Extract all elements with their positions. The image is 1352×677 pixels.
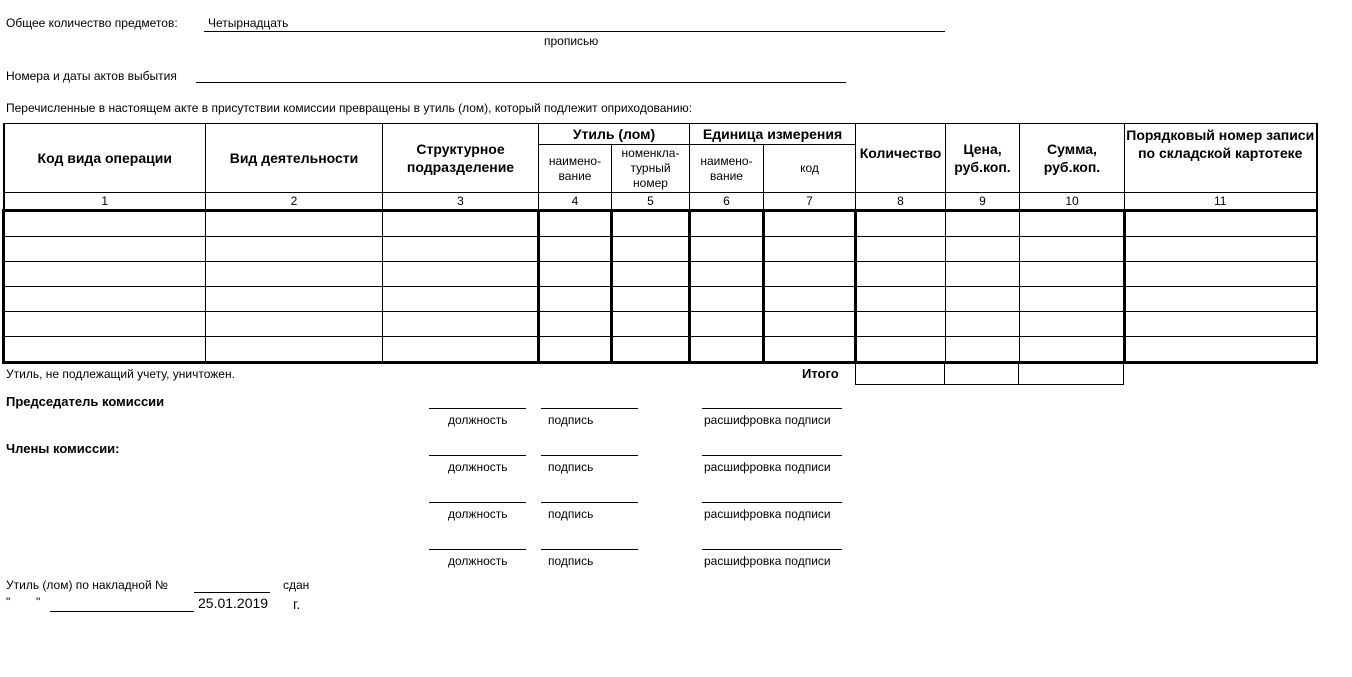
group-scrap-header: Утиль (лом)	[539, 124, 690, 145]
table-cell[interactable]	[764, 211, 856, 237]
table-cell[interactable]	[946, 337, 1020, 363]
col-number: 4	[539, 193, 612, 211]
chairman-label: Председатель комиссии	[6, 394, 165, 409]
col-number: 10	[1020, 193, 1125, 211]
table-cell[interactable]	[764, 237, 856, 262]
year-suffix: г.	[293, 596, 301, 612]
table-cell[interactable]	[383, 287, 539, 312]
invoice-number-line[interactable]	[194, 592, 270, 593]
acts-label: Номера и даты актов выбытия	[6, 69, 177, 83]
table-row	[4, 287, 1317, 312]
signature-hint: подпись	[548, 554, 594, 568]
total-items-hint: прописью	[544, 34, 599, 48]
col-scrap-name-header: наимено-вание	[539, 145, 612, 193]
destroyed-note: Утиль, не подлежащий учету, уничтожен.	[6, 367, 235, 381]
group-unit-header: Единица измерения	[690, 124, 856, 145]
signature-hint: подпись	[548, 460, 594, 474]
table-cell[interactable]	[4, 237, 206, 262]
table-cell[interactable]	[690, 312, 764, 337]
decoding-hint: расшифровка подписи	[704, 413, 831, 427]
table-cell[interactable]	[690, 337, 764, 363]
table-cell[interactable]	[383, 262, 539, 287]
col-number: 8	[856, 193, 946, 211]
table-cell[interactable]	[946, 237, 1020, 262]
total-items-line	[204, 31, 945, 32]
col-department-header: Структурное подразделение	[383, 124, 539, 193]
position-line[interactable]	[429, 549, 526, 550]
table-cell[interactable]	[946, 312, 1020, 337]
col-number: 5	[612, 193, 690, 211]
table-cell[interactable]	[539, 287, 612, 312]
table-cell[interactable]	[946, 262, 1020, 287]
table-cell[interactable]	[206, 262, 383, 287]
date-month-line[interactable]	[50, 611, 194, 612]
table-cell[interactable]	[764, 337, 856, 363]
decoding-hint: расшифровка подписи	[704, 460, 831, 474]
table-cell[interactable]	[612, 211, 690, 237]
col-number: 6	[690, 193, 764, 211]
table-cell[interactable]	[856, 262, 946, 287]
decoding-line[interactable]	[702, 502, 842, 503]
col-sum-header: Сумма, руб.коп.	[1020, 124, 1125, 193]
scrap-act-table	[2, 123, 1318, 364]
table-cell[interactable]	[539, 312, 612, 337]
table-cell[interactable]	[539, 237, 612, 262]
table-cell[interactable]	[4, 337, 206, 363]
table-cell[interactable]	[856, 337, 946, 363]
date-value[interactable]: 25.01.2019	[198, 595, 269, 611]
table-cell[interactable]	[4, 287, 206, 312]
table-cell[interactable]	[539, 337, 612, 363]
decoding-hint: расшифровка подписи	[704, 507, 831, 521]
table-cell[interactable]	[1125, 337, 1317, 363]
table-cell[interactable]	[946, 211, 1020, 237]
col-scrap-number-header: номенкла-турный номер	[612, 145, 690, 193]
position-line[interactable]	[429, 502, 526, 503]
col-number: 1	[4, 193, 206, 211]
date-quote-open: "	[6, 595, 11, 609]
table-cell[interactable]	[764, 262, 856, 287]
decoding-line[interactable]	[702, 549, 842, 550]
col-number: 11	[1125, 193, 1317, 211]
table-cell[interactable]	[946, 287, 1020, 312]
acts-line	[196, 82, 846, 83]
col-number: 2	[206, 193, 383, 211]
table-cell[interactable]	[206, 337, 383, 363]
decoding-hint: расшифровка подписи	[704, 554, 831, 568]
col-number: 3	[383, 193, 539, 211]
col-price-header: Цена, руб.коп.	[946, 124, 1020, 193]
table-cell[interactable]	[690, 237, 764, 262]
total-price-cell[interactable]	[945, 362, 1019, 385]
table-cell[interactable]	[1020, 337, 1125, 363]
table-cell[interactable]	[539, 262, 612, 287]
date-quote-close: "	[36, 595, 41, 609]
position-hint: должность	[448, 507, 508, 521]
table-cell[interactable]	[856, 237, 946, 262]
col-number: 9	[946, 193, 1020, 211]
total-label: Итого	[802, 366, 839, 381]
position-hint: должность	[448, 554, 508, 568]
position-hint: должность	[448, 413, 508, 427]
table-cell[interactable]	[856, 312, 946, 337]
members-label: Члены комиссии:	[6, 441, 120, 456]
position-line[interactable]	[429, 455, 526, 456]
table-cell[interactable]	[690, 211, 764, 237]
total-items-label: Общее количество предметов:	[6, 16, 178, 30]
table-cell[interactable]	[383, 211, 539, 237]
table-cell[interactable]	[206, 237, 383, 262]
signature-line[interactable]	[541, 549, 638, 550]
table-cell[interactable]	[612, 287, 690, 312]
position-line[interactable]	[429, 408, 526, 409]
table-cell[interactable]	[1125, 262, 1317, 287]
col-operation-code-header: Код вида операции	[4, 124, 206, 193]
table-cell[interactable]	[206, 312, 383, 337]
table-cell[interactable]	[612, 237, 690, 262]
total-sum-cell[interactable]	[1019, 362, 1124, 385]
col-unit-code-header: код	[764, 145, 856, 193]
table-cell[interactable]	[4, 312, 206, 337]
table-row	[4, 337, 1317, 363]
total-quantity-cell[interactable]	[856, 362, 945, 385]
table-cell[interactable]	[539, 211, 612, 237]
col-number: 7	[764, 193, 856, 211]
decoding-line[interactable]	[702, 408, 842, 409]
handed-label: сдан	[283, 578, 310, 592]
col-unit-name-header: наимено-вание	[690, 145, 764, 193]
signature-hint: подпись	[548, 507, 594, 521]
table-cell[interactable]	[1020, 312, 1125, 337]
table-cell[interactable]	[1125, 287, 1317, 312]
col-card-record-header: Порядковый номер записи по складской картотеке	[1125, 124, 1317, 193]
table-cell[interactable]	[383, 312, 539, 337]
total-items-value[interactable]: Четырнадцать	[208, 16, 289, 30]
signature-line[interactable]	[541, 455, 638, 456]
position-hint: должность	[448, 460, 508, 474]
table-cell[interactable]	[383, 237, 539, 262]
table-cell[interactable]	[1020, 262, 1125, 287]
table-cell[interactable]	[1020, 211, 1125, 237]
table-row	[4, 312, 1317, 337]
table-cell[interactable]	[856, 287, 946, 312]
table-cell[interactable]	[690, 262, 764, 287]
invoice-label: Утиль (лом) по накладной №	[6, 578, 168, 592]
table-cell[interactable]	[612, 337, 690, 363]
table-cell[interactable]	[764, 287, 856, 312]
table-cell[interactable]	[4, 262, 206, 287]
table-cell[interactable]	[690, 287, 764, 312]
signature-line[interactable]	[541, 408, 638, 409]
table-cell[interactable]	[383, 337, 539, 363]
table-cell[interactable]	[1125, 211, 1317, 237]
decoding-line[interactable]	[702, 455, 842, 456]
table-cell[interactable]	[206, 211, 383, 237]
table-cell[interactable]	[206, 287, 383, 312]
table-cell[interactable]	[764, 312, 856, 337]
col-quantity-header: Количество	[856, 124, 946, 193]
table-cell[interactable]	[1125, 237, 1317, 262]
table-cell[interactable]	[612, 312, 690, 337]
table-cell[interactable]	[1020, 237, 1125, 262]
table-row	[4, 211, 1317, 237]
table-cell[interactable]	[4, 211, 206, 237]
table-cell[interactable]	[1020, 287, 1125, 312]
table-row	[4, 237, 1317, 262]
table-row	[4, 262, 1317, 287]
signature-line[interactable]	[541, 502, 638, 503]
table-cell[interactable]	[612, 262, 690, 287]
signature-hint: подпись	[548, 413, 594, 427]
table-cell[interactable]	[856, 211, 946, 237]
statement-text: Перечисленные в настоящем акте в присутствии комиссии превращены в утиль (лом), который подлежит оприходованию:	[6, 101, 693, 115]
col-activity-header: Вид деятельности	[206, 124, 383, 193]
totals-row	[855, 361, 1124, 385]
table-cell[interactable]	[1125, 312, 1317, 337]
